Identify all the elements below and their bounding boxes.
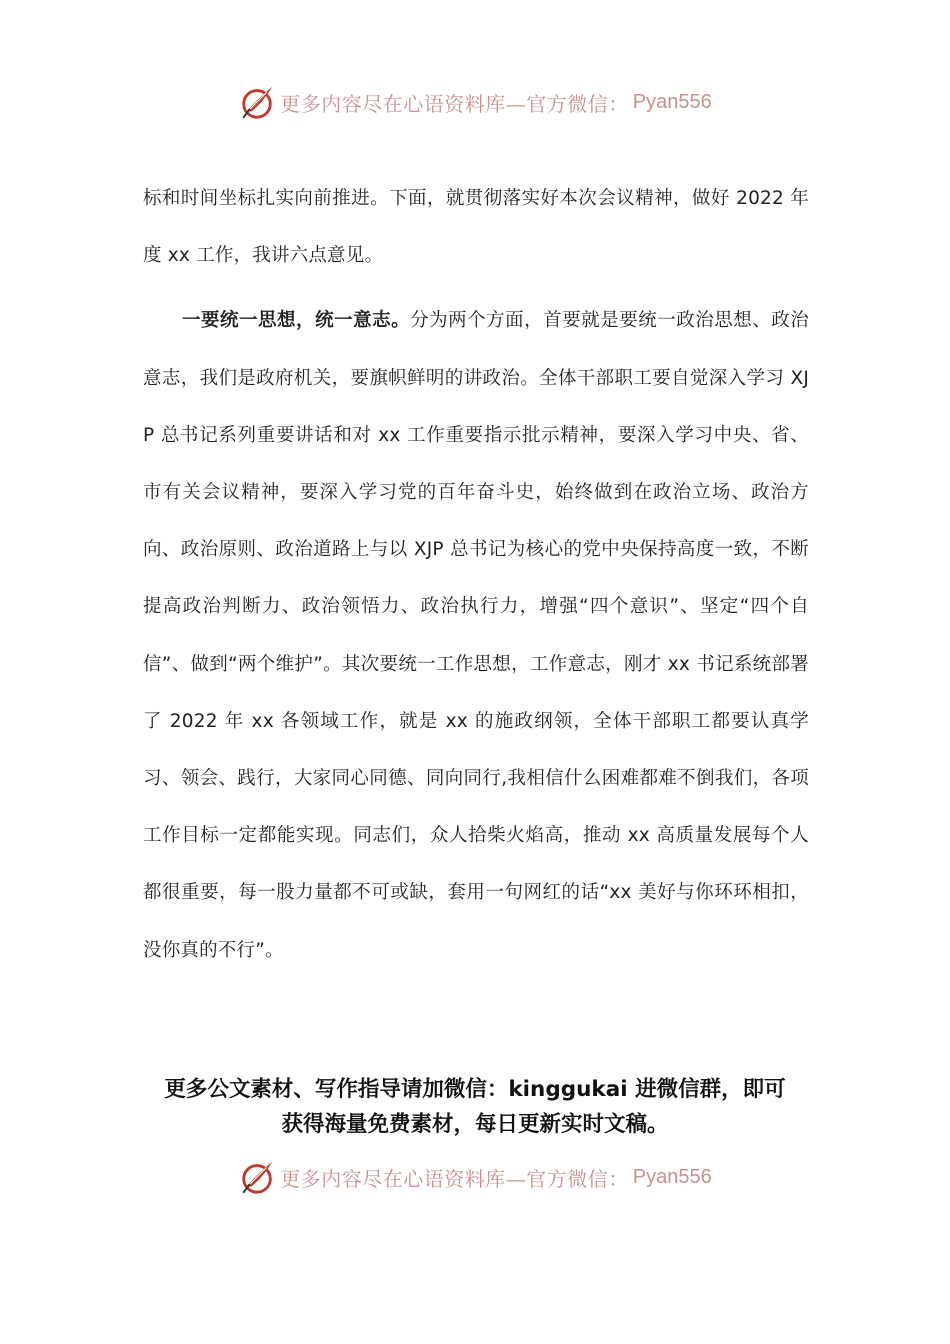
banner-wechat-id: Pyan556 — [632, 1165, 712, 1188]
banner-slogan: 更多内容尽在心语资料库—官方微信： — [280, 1166, 629, 1191]
feather-quill-logo-icon — [238, 1158, 276, 1196]
point-one-paragraph — [143, 292, 809, 978]
banner-slogan: 更多内容尽在心语资料库—官方微信： — [280, 91, 629, 116]
footer-promo-line-1: 更多公文素材、写作指导请加微信：kinggukai 进微信群，即可 — [164, 1077, 786, 1102]
document-body — [143, 170, 809, 979]
footer-promo-note — [140, 1072, 810, 1142]
point-one-heading: 一要统一思想，统一意志。 — [182, 310, 411, 332]
banner-wechat-id: Pyan556 — [632, 90, 712, 113]
feather-quill-logo-icon — [238, 83, 276, 121]
point-one-text: 分为两个方面，首要就是要统一政治思想、政治意志，我们是政府机关，要旗帜鲜明的讲政治。全体干部职工要自觉深入学习 XJP 总书记系列重要讲话和对 xx 工作重要指示批示精神，要深入学习中央、省、市有关会议精神，要深入学习党的百年奋斗史，始终做到在政治立场、政治方向、政治原则、政治道路上与以 XJP 总书记为核心的党中央保持高度一致，不断提高政治判断力、政治领悟力、政治执行力，增强“四个意识”、坚定“四个自信”、做到“两个维护”。其次要统一工作思想，工作意志，刚才 xx 书记系统部署了 2022 年 xx 各领域工作，就是 xx 的施政纲领，全体干部职工都要认真学习、领会、践行，大家同心同德、同向同行,我相信什么困难都难不倒我们，各项工作目标一定都能实现。同志们，众人拾柴火焰高，推动 xx 高质量发展每个人都很重要，每一股力量都不可或缺，套用一句网红的话“xx 美好与你环环相扣，没你真的不行”。 — [143, 310, 810, 961]
footer-promo-line-2: 获得海量免费素材，每日更新实时文稿。 — [281, 1112, 669, 1137]
continuation-paragraph: 标和时间坐标扎实向前推进。下面，就贯彻落实好本次会议精神，做好 2022 年度 xx 工作，我讲六点意见。 — [143, 188, 809, 267]
footer-banner — [0, 1155, 950, 1199]
header-banner — [0, 80, 950, 124]
